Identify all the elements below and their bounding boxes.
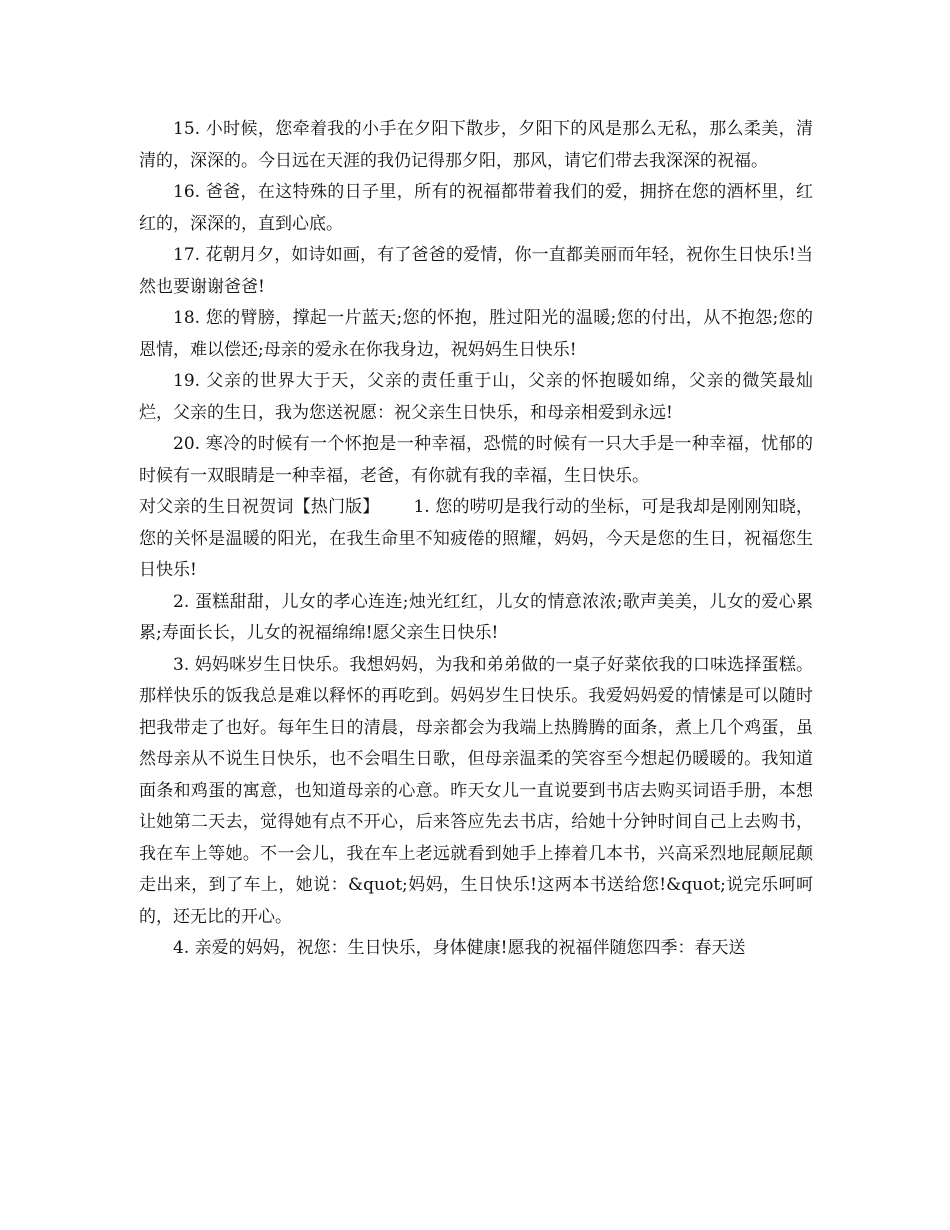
paragraph-18: 18. 您的臂膀，撑起一片蓝天;您的怀抱，胜过阳光的温暖;您的付出，从不抱怨;您的恩情，难以偿还;母亲的爱永在你我身边，祝妈妈生日快乐! [139, 308, 813, 360]
paragraph-15: 15. 小时候，您牵着我的小手在夕阳下散步，夕阳下的风是那么无私，那么柔美，清清的，深深的。今日远在天涯的我仍记得那夕阳，那风，请它们带去我深深的祝福。 [139, 119, 813, 171]
paragraph-20: 20. 寒冷的时候有一个怀抱是一种幸福，恐慌的时候有一只大手是一种幸福，忧郁的时候有一双眼睛是一种幸福，老爸，有你就有我的幸福，生日快乐。 [139, 434, 813, 486]
paragraph-16: 16. 爸爸，在这特殊的日子里，所有的祝福都带着我们的爱，拥挤在您的酒杯里，红红的，深深的，直到心底。 [139, 182, 813, 234]
paragraph-1: 1. 您的唠叨是我行动的坐标，可是我却是刚刚知晓，您的关怀是温暖的阳光，在我生命里不知疲倦的照耀，妈妈，今天是您的生日，祝福您生日快乐! [139, 497, 814, 580]
paragraph-19: 19. 父亲的世界大于天，父亲的责任重于山，父亲的怀抱暖如绵，父亲的微笑最灿烂，父亲的生日，我为您送祝愿：祝父亲生日快乐，和母亲相爱到永远! [139, 371, 813, 423]
paragraph-17: 17. 花朝月夕，如诗如画，有了爸爸的爱情，你一直都美丽而年轻，祝你生日快乐!当然也要谢谢爸爸! [139, 245, 813, 297]
section-heading-paragraph [139, 492, 813, 587]
paragraph-2: 2. 蛋糕甜甜，儿女的孝心连连;烛光红红，儿女的情意浓浓;歌声美美，儿女的爱心累累;寿面长长，儿女的祝福绵绵!愿父亲生日快乐! [139, 591, 813, 643]
paragraph-4: 4. 亲爱的妈妈，祝您：生日快乐，身体健康!愿我的祝福伴随您四季：春天送 [173, 938, 746, 958]
document-body [139, 114, 813, 965]
section-heading: 对父亲的生日祝贺词【热门版】 [139, 497, 380, 517]
paragraph-3: 3. 妈妈咪岁生日快乐。我想妈妈，为我和弟弟做的一桌子好菜依我的口味选择蛋糕。那样快乐的饭我总是难以释怀的再吃到。妈妈岁生日快乐。我爱妈妈爱的情愫是可以随时把我带走了也好。每年生日的清晨，母亲都会为我端上热腾腾的面条，煮上几个鸡蛋，虽然母亲从不说生日快乐，也不会唱生日歌，但母亲温柔的笑容至今想起仍暖暖的。我知道面条和鸡蛋的寓意，也知道母亲的心意。昨天女儿一直说要到书店去购买词语手册，本想让她第二天去，觉得她有点不开心，后来答应先去书店，给她十分钟时间自己上去购书，我在车上等她。不一会儿，我在车上老远就看到她手上捧着几本书，兴高采烈地屁颠屁颠走出来，到了车上，她说：&quot;妈妈，生日快乐!这两本书送给您!&quot;说完乐呵呵的，还无比的开心。 [139, 654, 813, 927]
